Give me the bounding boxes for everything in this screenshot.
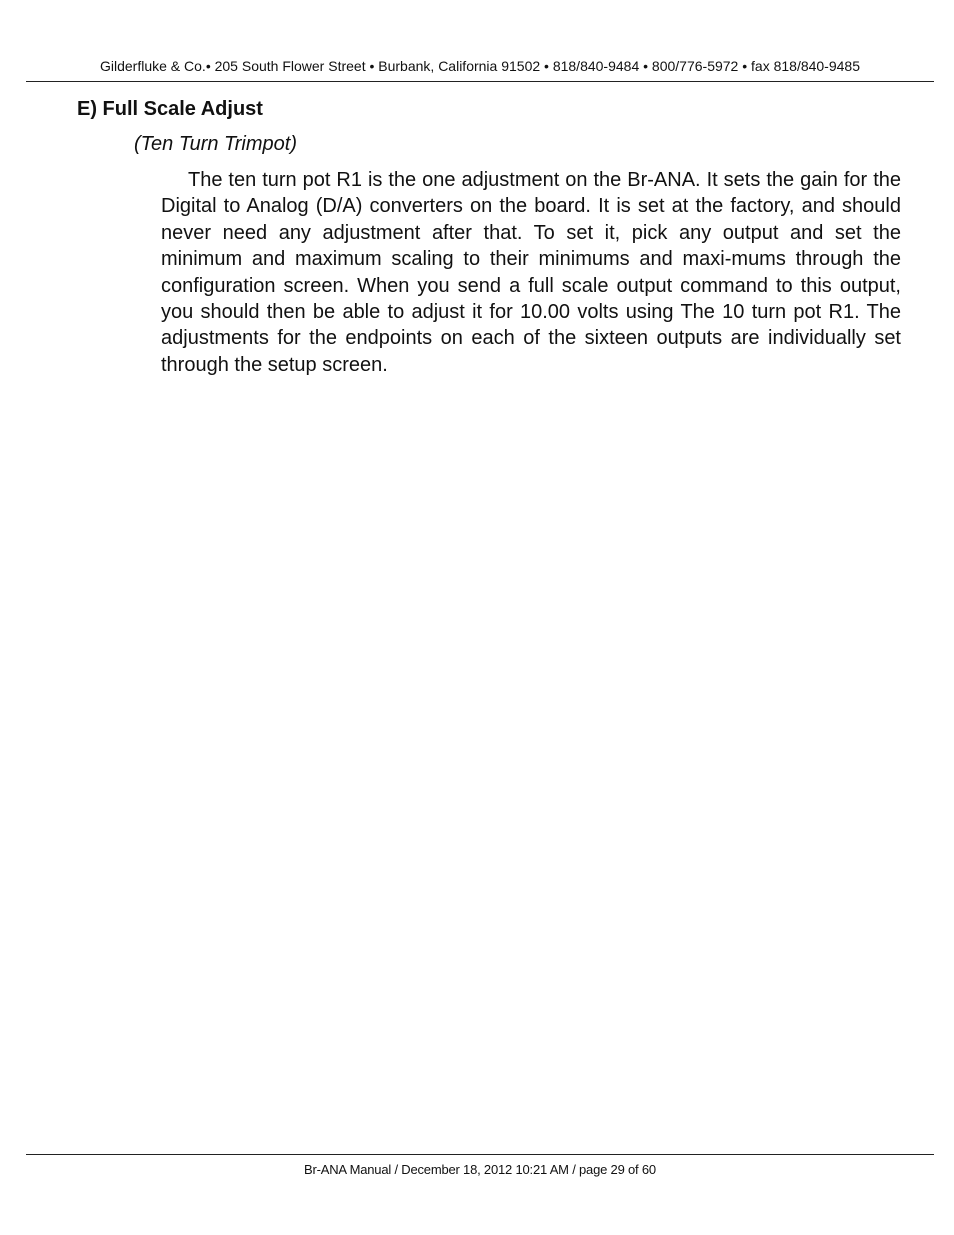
company-contact-header: Gilderfluke & Co.• 205 South Flower Street • Burbank, California 91502 • 818/840-9484 • 800/776-5972 • fax 818/840-9485 xyxy=(100,58,860,74)
body-paragraph: The ten turn pot R1 is the one adjustment on the Br-ANA. It sets the gain for the Digital to Analog (D/A) converters on the board. It is set at the factory, and should never need any adjustment after that. To set it, pick any output and set the minimum and maximum scaling to their minimums and maxi-mums through the configuration screen. When you send a full scale output command to this output, you should then be able to adjust it for 10.00 volts using The 10 turn pot R1. The adjustments for the endpoints on each of the sixteen outputs are individually set through the setup screen. xyxy=(161,169,901,376)
section-subheading: (Ten Turn Trimpot) xyxy=(134,133,297,155)
page-footer: Br-ANA Manual / December 18, 2012 10:21 AM / page 29 of 60 xyxy=(304,1162,656,1177)
section-heading: E) Full Scale Adjust xyxy=(77,98,263,120)
footer-divider xyxy=(26,1154,934,1155)
header-divider xyxy=(26,81,934,82)
